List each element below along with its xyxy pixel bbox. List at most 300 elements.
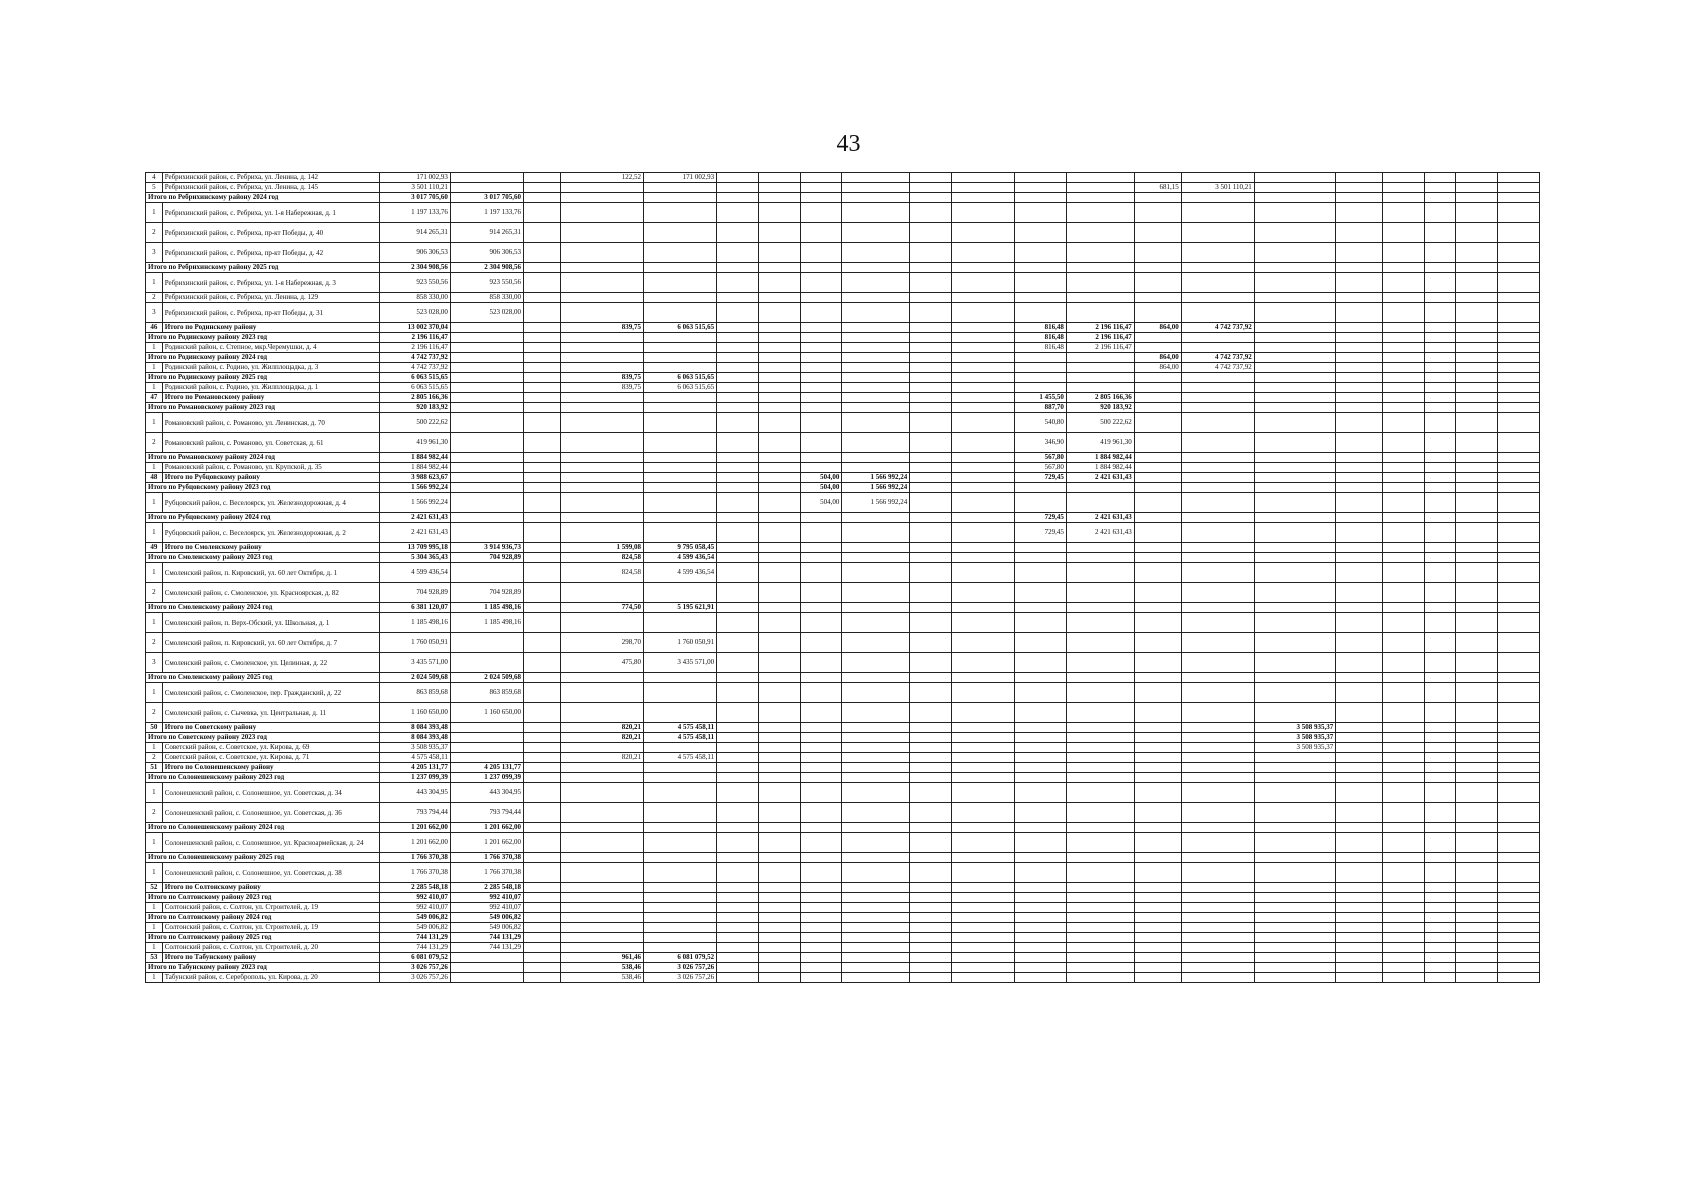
value-cell: 824,58 (560, 563, 644, 583)
value-cell: 8 084 393,48 (379, 723, 450, 733)
value-cell (1181, 483, 1254, 493)
value-cell (1383, 473, 1425, 483)
value-cell (952, 613, 1015, 633)
value-cell (1498, 373, 1540, 383)
value-cell (758, 953, 800, 963)
row-number: 1 (146, 743, 163, 753)
value-cell (1498, 243, 1540, 263)
value-cell (717, 943, 759, 953)
value-cell (910, 893, 952, 903)
value-cell (1456, 333, 1498, 343)
row-number: 2 (146, 293, 163, 303)
value-cell (1254, 913, 1335, 923)
value-cell (1424, 893, 1455, 903)
value-cell (1066, 383, 1134, 393)
value-cell (560, 823, 644, 833)
value-cell (644, 863, 717, 883)
row-number: 1 (146, 923, 163, 933)
value-cell (523, 473, 560, 483)
value-cell (758, 673, 800, 683)
row-number: 50 (146, 723, 163, 733)
value-cell (952, 293, 1015, 303)
value-cell (1254, 933, 1335, 943)
value-cell (450, 173, 523, 183)
value-cell (758, 403, 800, 413)
table-row (146, 413, 1540, 433)
value-cell (910, 333, 952, 343)
value-cell (1336, 183, 1383, 193)
row-number: 1 (146, 273, 163, 293)
value-cell (1181, 933, 1254, 943)
value-cell (1383, 703, 1425, 723)
value-cell (523, 393, 560, 403)
value-cell (842, 653, 910, 673)
value-cell (758, 553, 800, 563)
value-cell (1336, 723, 1383, 733)
table-row-total (146, 933, 1540, 943)
value-cell (1498, 923, 1540, 933)
value-cell (523, 823, 560, 833)
value-cell (952, 683, 1015, 703)
value-cell (523, 343, 560, 353)
value-cell (758, 933, 800, 943)
value-cell (1014, 923, 1066, 933)
value-cell (717, 953, 759, 963)
value-cell (1336, 473, 1383, 483)
value-cell: 2 805 166,36 (379, 393, 450, 403)
value-cell (1498, 363, 1540, 373)
value-cell (560, 353, 644, 363)
value-cell (800, 353, 842, 363)
value-cell (1498, 903, 1540, 913)
value-cell (523, 483, 560, 493)
register-table-body (146, 173, 1540, 983)
value-cell (1336, 823, 1383, 833)
value-cell (1383, 723, 1425, 733)
value-cell (1181, 703, 1254, 723)
value-cell (1254, 203, 1335, 223)
value-cell (1134, 783, 1181, 803)
row-name: Солонешенский район, с. Солонешное, ул. Советская, д. 36 (162, 803, 379, 823)
value-cell (1456, 783, 1498, 803)
value-cell (910, 543, 952, 553)
value-cell (1424, 943, 1455, 953)
row-name: Итого по Родинскому району (162, 323, 379, 333)
value-cell (523, 493, 560, 513)
value-cell: 504,00 (800, 483, 842, 493)
value-cell: 4 575 458,11 (379, 753, 450, 763)
value-cell: 863 859,68 (450, 683, 523, 703)
value-cell (560, 863, 644, 883)
value-cell (1066, 273, 1134, 293)
value-cell: 2 024 509,68 (379, 673, 450, 683)
value-cell (717, 893, 759, 903)
value-cell: 443 304,95 (450, 783, 523, 803)
table-row (146, 383, 1540, 393)
value-cell (1336, 273, 1383, 293)
value-cell (1336, 733, 1383, 743)
value-cell (842, 293, 910, 303)
value-cell (644, 413, 717, 433)
value-cell (800, 243, 842, 263)
value-cell (842, 403, 910, 413)
table-row (146, 633, 1540, 653)
value-cell (1134, 833, 1181, 853)
value-cell (560, 893, 644, 903)
value-cell (1014, 723, 1066, 733)
row-name: Итого по Ребрихинскому району 2025 год (146, 263, 380, 273)
value-cell: 1 884 982,44 (379, 463, 450, 473)
value-cell (450, 723, 523, 733)
value-cell (1498, 763, 1540, 773)
value-cell (800, 753, 842, 763)
value-cell (450, 343, 523, 353)
value-cell (523, 303, 560, 323)
table-row (146, 293, 1540, 303)
value-cell (1336, 973, 1383, 983)
value-cell (910, 763, 952, 773)
value-cell (1134, 543, 1181, 553)
value-cell (523, 803, 560, 823)
value-cell (717, 563, 759, 583)
value-cell (952, 923, 1015, 933)
value-cell (1456, 323, 1498, 333)
value-cell (717, 433, 759, 453)
value-cell (952, 633, 1015, 653)
row-number: 1 (146, 863, 163, 883)
value-cell (1498, 933, 1540, 943)
value-cell (717, 223, 759, 243)
value-cell (1336, 223, 1383, 243)
value-cell (1383, 863, 1425, 883)
value-cell (952, 323, 1015, 333)
value-cell (1066, 963, 1134, 973)
value-cell (717, 583, 759, 603)
value-cell (644, 303, 717, 323)
value-cell: 1 185 498,16 (379, 613, 450, 633)
value-cell (910, 633, 952, 653)
value-cell: 820,21 (560, 753, 644, 763)
value-cell (1336, 583, 1383, 603)
value-cell (1066, 263, 1134, 273)
value-cell (1014, 823, 1066, 833)
row-name: Смоленский район, с. Смоленское, ул. Красноярская, д. 82 (162, 583, 379, 603)
value-cell (644, 683, 717, 703)
value-cell (1134, 743, 1181, 753)
value-cell (842, 763, 910, 773)
value-cell (1181, 453, 1254, 463)
value-cell (644, 853, 717, 863)
value-cell (1066, 353, 1134, 363)
value-cell: 1 197 133,76 (379, 203, 450, 223)
value-cell (1383, 903, 1425, 913)
value-cell (1254, 243, 1335, 263)
value-cell (1498, 773, 1540, 783)
value-cell: 744 131,29 (450, 933, 523, 943)
value-cell (1134, 953, 1181, 963)
value-cell (1181, 473, 1254, 483)
row-name: Ребрихинский район, с. Ребриха, ул. Ленина, д. 145 (162, 183, 379, 193)
value-cell (1254, 653, 1335, 673)
value-cell (1181, 413, 1254, 433)
value-cell (800, 973, 842, 983)
value-cell (910, 933, 952, 943)
value-cell (1383, 223, 1425, 243)
row-number: 1 (146, 903, 163, 913)
value-cell (717, 773, 759, 783)
value-cell: 839,75 (560, 323, 644, 333)
value-cell: 171 002,93 (379, 173, 450, 183)
value-cell (1456, 343, 1498, 353)
value-cell (1134, 333, 1181, 343)
value-cell (910, 383, 952, 393)
value-cell (1134, 563, 1181, 583)
value-cell (1254, 343, 1335, 353)
value-cell: 920 183,92 (379, 403, 450, 413)
value-cell (1424, 933, 1455, 943)
value-cell (842, 223, 910, 243)
row-name: Итого по Рубцовскому району (162, 473, 379, 483)
row-number: 1 (146, 943, 163, 953)
value-cell (717, 403, 759, 413)
value-cell: 419 961,30 (379, 433, 450, 453)
value-cell: 500 222,62 (1066, 413, 1134, 433)
value-cell (1424, 333, 1455, 343)
value-cell (1066, 783, 1134, 803)
value-cell (1066, 913, 1134, 923)
value-cell (842, 183, 910, 193)
value-cell (758, 773, 800, 783)
table-row-total (146, 823, 1540, 833)
value-cell (717, 173, 759, 183)
value-cell (644, 833, 717, 853)
value-cell: 820,21 (560, 733, 644, 743)
value-cell (560, 583, 644, 603)
value-cell (842, 383, 910, 393)
value-cell (1456, 493, 1498, 513)
value-cell (1181, 683, 1254, 703)
value-cell (1134, 553, 1181, 563)
value-cell (842, 553, 910, 563)
value-cell (560, 833, 644, 853)
value-cell (1254, 493, 1335, 513)
value-cell (1254, 463, 1335, 473)
value-cell (1383, 613, 1425, 633)
value-cell (758, 483, 800, 493)
value-cell (1066, 753, 1134, 763)
value-cell (1066, 653, 1134, 673)
row-name: Итого по Рубцовскому району 2024 год (146, 513, 380, 523)
value-cell (758, 613, 800, 633)
value-cell (1066, 833, 1134, 853)
value-cell (952, 403, 1015, 413)
value-cell (644, 473, 717, 483)
value-cell (523, 543, 560, 553)
value-cell (910, 293, 952, 303)
value-cell (1066, 763, 1134, 773)
value-cell (1498, 803, 1540, 823)
table-row (146, 493, 1540, 513)
value-cell (800, 823, 842, 833)
value-cell: 961,46 (560, 953, 644, 963)
value-cell (1066, 743, 1134, 753)
value-cell: 2 285 548,18 (379, 883, 450, 893)
value-cell (1383, 823, 1425, 833)
value-cell: 906 306,53 (450, 243, 523, 263)
value-cell (450, 513, 523, 523)
row-number: 1 (146, 563, 163, 583)
value-cell: 3 501 110,21 (1181, 183, 1254, 193)
table-row (146, 523, 1540, 543)
value-cell (800, 653, 842, 673)
value-cell (560, 783, 644, 803)
value-cell (1336, 393, 1383, 403)
value-cell (560, 403, 644, 413)
row-name: Итого по Родинскому району 2024 год (146, 353, 380, 363)
value-cell (1383, 493, 1425, 513)
value-cell (1336, 653, 1383, 673)
value-cell: 3 914 936,73 (450, 543, 523, 553)
value-cell (1134, 613, 1181, 633)
value-cell: 1 766 370,38 (379, 863, 450, 883)
value-cell (758, 823, 800, 833)
value-cell (842, 303, 910, 323)
value-cell (758, 493, 800, 513)
table-row (146, 863, 1540, 883)
row-name: Итого по Смоленскому району 2025 год (146, 673, 380, 683)
value-cell: 729,45 (1014, 473, 1066, 483)
row-name: Солтонский район, с. Солтон, ул. Строителей, д. 19 (162, 903, 379, 913)
value-cell (523, 723, 560, 733)
value-cell (842, 783, 910, 803)
value-cell (1254, 223, 1335, 243)
value-cell (1498, 753, 1540, 763)
table-row (146, 903, 1540, 913)
value-cell (1336, 833, 1383, 853)
value-cell (1066, 553, 1134, 563)
value-cell (1456, 963, 1498, 973)
value-cell: 1 884 982,44 (1066, 463, 1134, 473)
value-cell (1424, 753, 1455, 763)
value-cell (952, 193, 1015, 203)
value-cell (1424, 203, 1455, 223)
value-cell (1336, 173, 1383, 183)
value-cell: 839,75 (560, 373, 644, 383)
value-cell (1456, 923, 1498, 933)
value-cell (910, 733, 952, 743)
value-cell (1134, 513, 1181, 523)
value-cell (1066, 803, 1134, 823)
value-cell (1498, 413, 1540, 433)
value-cell (1066, 373, 1134, 383)
value-cell: 2 421 631,43 (1066, 513, 1134, 523)
value-cell (644, 743, 717, 753)
value-cell: 744 131,29 (450, 943, 523, 953)
row-number: 2 (146, 223, 163, 243)
value-cell (1014, 553, 1066, 563)
value-cell (1066, 603, 1134, 613)
table-row (146, 563, 1540, 583)
value-cell (1134, 433, 1181, 453)
value-cell (1254, 433, 1335, 453)
value-cell: 4 742 737,92 (1181, 323, 1254, 333)
value-cell (1424, 733, 1455, 743)
value-cell (1014, 273, 1066, 293)
value-cell (523, 833, 560, 853)
value-cell (1424, 743, 1455, 753)
value-cell (644, 823, 717, 833)
value-cell (1456, 543, 1498, 553)
value-cell (1254, 273, 1335, 293)
row-name: Ребрихинский район, с. Ребриха, пр-кт Победы, д. 31 (162, 303, 379, 323)
value-cell (1456, 243, 1498, 263)
value-cell (1134, 343, 1181, 353)
value-cell (1254, 633, 1335, 653)
value-cell (952, 763, 1015, 773)
value-cell (560, 483, 644, 493)
value-cell (1498, 273, 1540, 293)
value-cell: 906 306,53 (379, 243, 450, 263)
value-cell (560, 463, 644, 473)
value-cell (800, 463, 842, 473)
value-cell (758, 373, 800, 383)
value-cell (1424, 853, 1455, 863)
value-cell (1336, 933, 1383, 943)
value-cell (1181, 263, 1254, 273)
value-cell (450, 733, 523, 743)
value-cell: 540,80 (1014, 413, 1066, 433)
value-cell: 1 185 498,16 (450, 613, 523, 633)
value-cell (842, 363, 910, 373)
value-cell (644, 883, 717, 893)
value-cell (1424, 803, 1455, 823)
row-number: 5 (146, 183, 163, 193)
value-cell (560, 303, 644, 323)
value-cell (1424, 863, 1455, 883)
table-row (146, 803, 1540, 823)
value-cell (910, 373, 952, 383)
value-cell (800, 403, 842, 413)
value-cell: 1 237 099,39 (379, 773, 450, 783)
value-cell (1383, 583, 1425, 603)
value-cell: 816,48 (1014, 323, 1066, 333)
value-cell: 6 081 079,52 (644, 953, 717, 963)
value-cell (758, 413, 800, 433)
value-cell (1066, 173, 1134, 183)
value-cell (952, 183, 1015, 193)
value-cell (1254, 363, 1335, 373)
value-cell (952, 273, 1015, 293)
value-cell (1456, 553, 1498, 563)
table-row-total (146, 883, 1540, 893)
value-cell (523, 603, 560, 613)
value-cell (758, 943, 800, 953)
value-cell (952, 553, 1015, 563)
value-cell (717, 363, 759, 373)
value-cell (644, 803, 717, 823)
row-name: Ребрихинский район, с. Ребриха, ул. Ленина, д. 142 (162, 173, 379, 183)
value-cell: 2 805 166,36 (1066, 393, 1134, 403)
value-cell (450, 373, 523, 383)
value-cell (1066, 543, 1134, 553)
value-cell (1383, 773, 1425, 783)
value-cell (644, 353, 717, 363)
value-cell (1014, 603, 1066, 613)
table-row (146, 273, 1540, 293)
value-cell (842, 823, 910, 833)
value-cell (523, 243, 560, 263)
value-cell (644, 453, 717, 463)
